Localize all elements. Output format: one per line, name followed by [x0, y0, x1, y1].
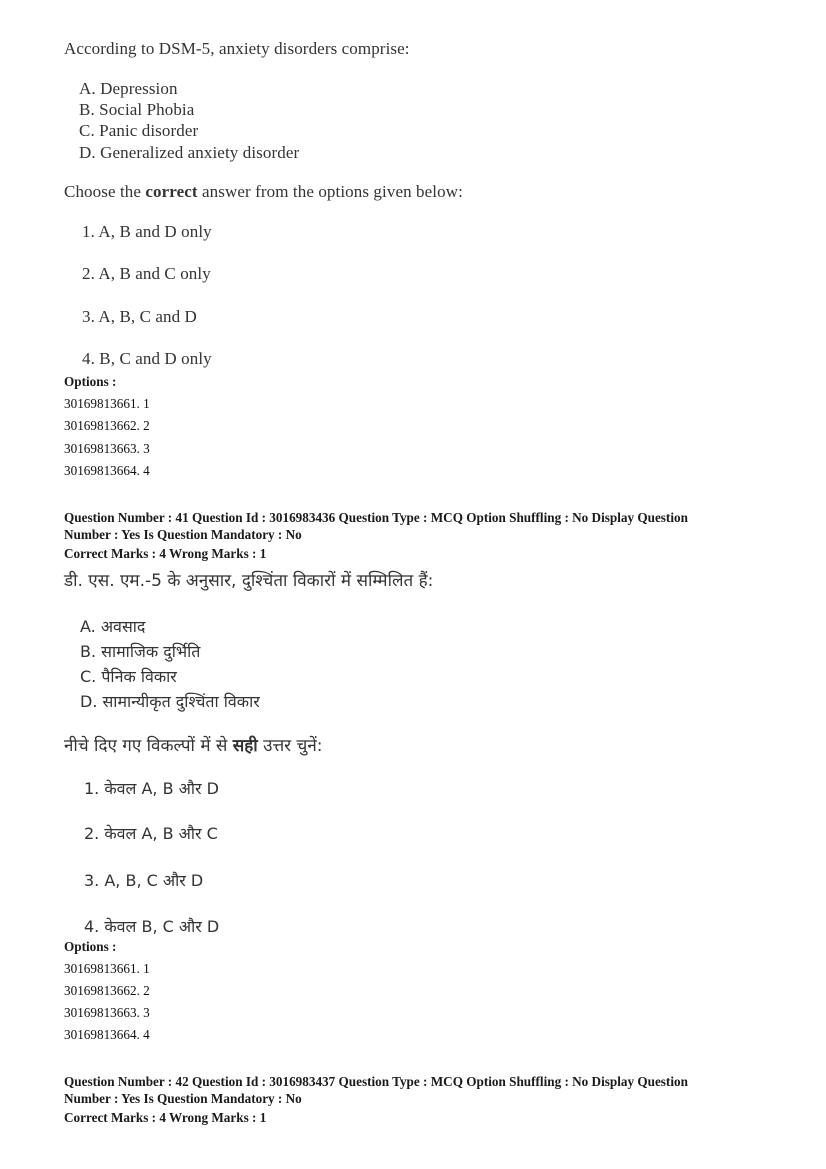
q40-choose-post: answer from the options given below: [197, 182, 463, 201]
q40-option-2: 30169813662. 2 [64, 418, 150, 433]
q40-stem: According to DSM-5, anxiety disorders comprise: [64, 39, 410, 58]
q42-marks: Correct Marks : 4 Wrong Marks : 1 [64, 1110, 267, 1125]
q41-option-2: 30169813662. 2 [64, 983, 150, 998]
q40-item-d: D. Generalized anxiety disorder [79, 143, 300, 162]
q40-item-c: C. Panic disorder [79, 121, 199, 140]
q40-options-label: Options : [64, 374, 117, 389]
q41-item-b: B. सामाजिक दुर्भिति [80, 642, 201, 661]
q41-stem: डी. एस. एम.-5 के अनुसार, दुश्चिंता विकारों में सम्मिलित हैं: [64, 571, 434, 591]
q40-option-4: 30169813664. 4 [64, 463, 150, 478]
q41-marks: Correct Marks : 4 Wrong Marks : 1 [64, 546, 267, 561]
q40-option-3: 30169813663. 3 [64, 441, 150, 456]
q42-meta-line2: Number : Yes Is Question Mandatory : No [64, 1091, 302, 1106]
q41-choose-bold: सही [232, 736, 258, 756]
q41-answer-1: 1. केवल A, B और D [84, 779, 219, 798]
q41-choose-instruction [64, 733, 323, 756]
q40-answer-4: 4. B, C and D only [82, 349, 212, 368]
q41-option-1: 30169813661. 1 [64, 961, 150, 976]
q41-item-a: A. अवसाद [80, 617, 146, 636]
q40-choose-bold: correct [145, 182, 198, 201]
q41-options-label: Options : [64, 939, 117, 954]
q40-item-a: A. Depression [79, 79, 178, 98]
q41-answer-4: 4. केवल B, C और D [84, 917, 220, 936]
q40-choose-instruction [64, 182, 463, 202]
q40-choose-pre: Choose the [64, 182, 146, 201]
q41-meta-line2: Number : Yes Is Question Mandatory : No [64, 527, 302, 542]
q41-meta-line1: Question Number : 41 Question Id : 3016983436 Question Type : MCQ Option Shuffling : No Display Question [64, 510, 688, 525]
q41-item-c: C. पैनिक विकार [80, 667, 177, 686]
q40-item-b: B. Social Phobia [79, 100, 195, 119]
q42-meta-line1: Question Number : 42 Question Id : 3016983437 Question Type : MCQ Option Shuffling : No Display Question [64, 1074, 688, 1089]
q40-answer-1: 1. A, B and D only [82, 222, 212, 241]
q40-option-1: 30169813661. 1 [64, 396, 150, 411]
q41-answer-3: 3. A, B, C और D [84, 871, 204, 890]
q41-choose-post: उत्तर चुनें: [257, 736, 323, 756]
q41-choose-pre: नीचे दिए गए विकल्पों में से [64, 736, 233, 756]
q41-option-3: 30169813663. 3 [64, 1005, 150, 1020]
q41-answer-2: 2. केवल A, B और C [84, 824, 218, 843]
q40-answer-3: 3. A, B, C and D [82, 307, 197, 326]
q41-item-d: D. सामान्यीकृत दुश्चिंता विकार [80, 692, 260, 711]
q40-answer-2: 2. A, B and C only [82, 264, 211, 283]
q41-option-4: 30169813664. 4 [64, 1027, 150, 1042]
